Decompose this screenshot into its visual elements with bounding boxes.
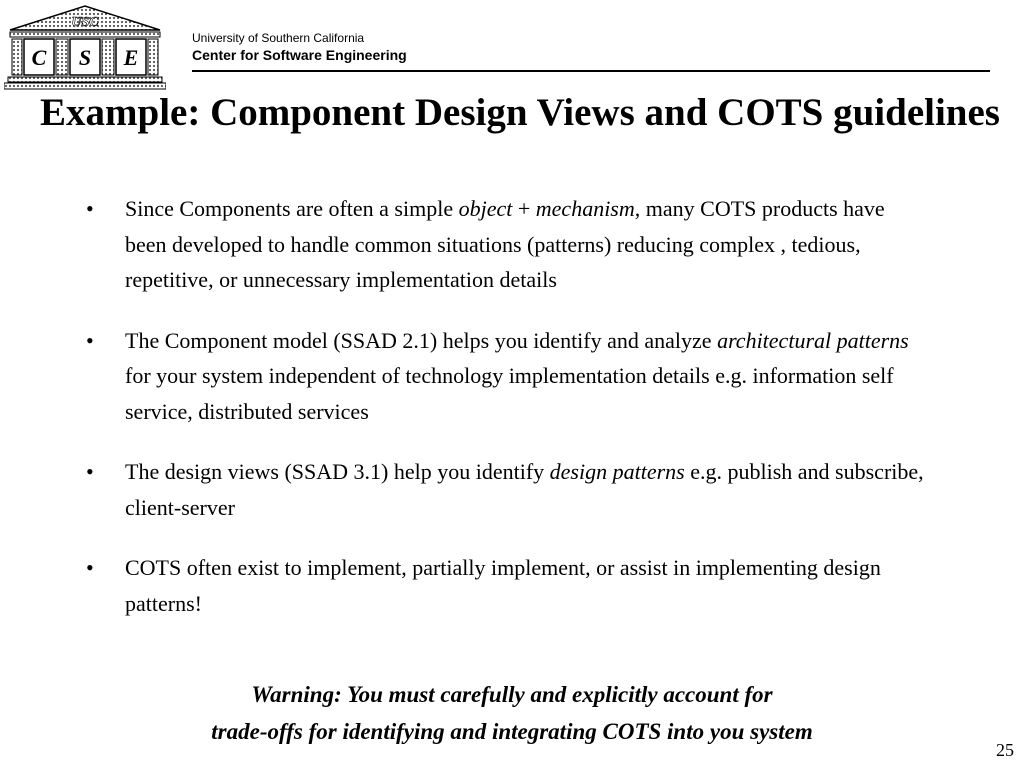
header-rule [192,70,990,72]
emphasized-text: mechanism [535,196,635,221]
bullet-marker: • [86,555,94,580]
bullet-text: for your system independent of technology implementation details e.g. information self service, distributed services [125,363,894,424]
org-header [192,30,407,64]
logo-usc-text: USC [71,15,99,30]
bullet-marker: • [86,459,94,484]
bullet-text: e.g. publish and subscribe, client-server [125,459,924,520]
center-name: Center for Software Engineering [192,47,407,63]
university-name: University of Southern California [192,31,365,45]
emphasized-text: architectural patterns [717,327,909,353]
slide-title: Example: Component Design Views and COTS guidelines [40,91,1000,134]
bullet-item [86,323,926,430]
bullet-text: + [512,196,536,221]
bullet-item [86,191,926,298]
page-number: 25 [996,740,1014,760]
logo-letter-c: C [31,45,47,70]
bullet-text: The design views (SSAD 3.1) help you identify [125,459,550,484]
logo-letter-e: E [123,45,139,70]
bullet-marker: • [86,196,94,221]
bullet-marker: • [86,327,94,353]
warning-line-2: trade-offs for identifying and integrating COTS into you system [211,719,813,744]
bullet-text: COTS often exist to implement, partially implement, or assist in implementing design patterns! [125,555,881,616]
bullet-list [86,191,926,646]
emphasized-text: design patterns [549,459,685,484]
bullet-text: , many COTS products have been developed to handle common situations (patterns) reducing complex , tedious, repetitive, or unnecessary implementation details [125,196,885,292]
bullet-item [86,454,926,525]
bullet-text: Since Components are often a simple [125,196,459,221]
warning-note [60,676,964,750]
emphasized-text: object [458,196,513,221]
bullet-item [86,550,926,621]
cse-logo [4,4,166,90]
warning-line-1: Warning: You must carefully and explicitly account for [251,682,773,707]
bullet-text: The Component model (SSAD 2.1) helps you identify and analyze [125,327,718,353]
logo-letter-s: S [78,45,92,70]
